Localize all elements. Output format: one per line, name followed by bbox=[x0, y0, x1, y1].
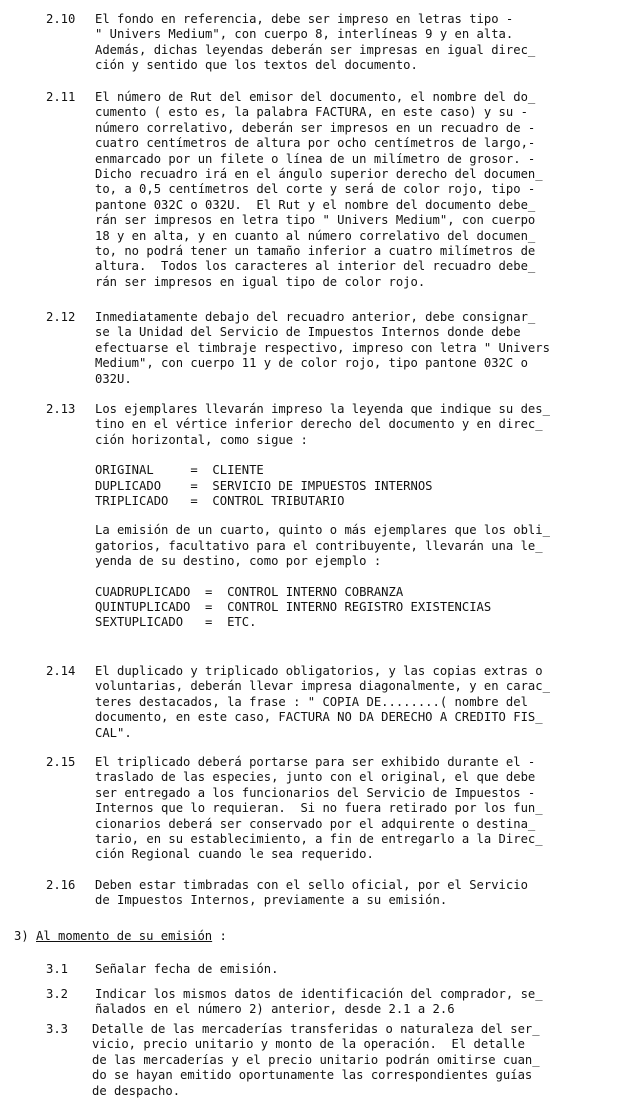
text-line: documento, en este caso, FACTURA NO DA DERECHO A CREDITO FIS_ bbox=[95, 710, 543, 725]
text-line: tino en el vértice inferior derecho del documento y en direc_ bbox=[95, 417, 543, 432]
text-line: ser entregado a los funcionarios del Servicio de Impuestos - bbox=[95, 785, 536, 800]
text-line: cumento ( esto es, la palabra FACTURA, en este caso) y su - bbox=[95, 105, 528, 120]
text-line: ción horizontal, como sigue : bbox=[95, 432, 308, 447]
copy-destination-row: ORIGINAL = CLIENTE bbox=[95, 463, 264, 478]
item-number: 2.15 bbox=[46, 755, 76, 769]
section-3-prefix: 3) bbox=[14, 929, 37, 943]
text-line: Señalar fecha de emisión. bbox=[95, 962, 279, 976]
section-3-title: Al momento de su emisión bbox=[36, 929, 213, 943]
text-line: rán ser impresos en igual tipo de color rojo. bbox=[95, 274, 426, 289]
text-line: de despacho. bbox=[92, 1083, 181, 1098]
text-line: de Impuestos Internos, previamente a su emisión. bbox=[95, 893, 448, 908]
item-number: 2.10 bbox=[46, 12, 76, 26]
copy-destination-row: QUINTUPLICADO = CONTROL INTERNO REGISTRO EXISTENCIAS bbox=[95, 599, 492, 614]
item-number: 2.13 bbox=[46, 402, 76, 416]
text-line: de las mercaderías y el precio unitario podrán omitirse cuan_ bbox=[92, 1052, 540, 1067]
text-line: efectuarse el timbraje respectivo, impreso con letra " Univers bbox=[95, 340, 550, 355]
text-line: ñalados en el número 2) anterior, desde 2.1 a 2.6 bbox=[95, 1002, 455, 1017]
text-line: pantone 032C o 032U. El Rut y el nombre del documento debe_ bbox=[95, 197, 536, 212]
text-line: cionarios deberá ser conservado por el adquirente o destina_ bbox=[95, 816, 536, 831]
text-line: voluntarias, deberán llevar impresa diagonalmente, y en carac_ bbox=[95, 679, 550, 694]
item-number: 2.14 bbox=[46, 664, 76, 678]
text-line: El fondo en referencia, debe ser impreso en letras tipo - bbox=[95, 12, 514, 26]
text-line: número correlativo, deberán ser impresos en un recuadro de - bbox=[95, 120, 536, 135]
text-line: Inmediatamente debajo del recuadro anterior, debe consignar_ bbox=[95, 310, 536, 324]
text-line: Los ejemplares llevarán impreso la leyenda que indique su des_ bbox=[95, 402, 550, 416]
text-line: CAL". bbox=[95, 725, 132, 740]
item-number: 3.2 bbox=[46, 987, 69, 1001]
text-line: ción Regional cuando le sea requerido. bbox=[95, 847, 374, 862]
item-body bbox=[95, 310, 595, 387]
text-line: Detalle de las mercaderías transferidas o naturaleza del ser_ bbox=[92, 1022, 540, 1036]
text-line: gatorios, facultativo para el contribuyente, llevarán una le_ bbox=[95, 538, 543, 553]
text-line: " Univers Medium", con cuerpo 8, interlíneas 9 y en alta. bbox=[95, 27, 514, 42]
text-line: 032U. bbox=[95, 371, 132, 386]
copy-destination-row: TRIPLICADO = CONTROL TRIBUTARIO bbox=[95, 493, 345, 508]
item-body bbox=[95, 962, 595, 977]
section-3-suffix: : bbox=[212, 929, 227, 943]
text-line: se la Unidad del Servicio de Impuestos Internos donde debe bbox=[95, 325, 521, 340]
text-line: La emisión de un cuarto, quinto o más ejemplares que los obli_ bbox=[95, 523, 550, 538]
text-line: vicio, precio unitario y monto de la operación. El detalle bbox=[92, 1037, 525, 1052]
text-line: El triplicado deberá portarse para ser exhibido durante el - bbox=[95, 755, 536, 769]
text-line: Además, dichas leyendas deberán ser impresas en igual direc_ bbox=[95, 42, 536, 57]
text-line: tario, en su establecimiento, a fin de entregarlo a la Direc_ bbox=[95, 831, 543, 846]
text-line: Indicar los mismos datos de identificación del comprador, se_ bbox=[95, 987, 543, 1001]
text-line: 18 y en alta, y en cuanto al número correlativo del documen_ bbox=[95, 228, 536, 243]
item-body bbox=[95, 402, 595, 631]
text-line: cuatro centímetros de altura por ocho centímetros de largo,- bbox=[95, 136, 536, 151]
text-line: rán ser impresos en letra tipo " Univers Medium", con cuerpo bbox=[95, 213, 536, 228]
text-line: Internos que lo requieran. Si no fuera retirado por los fun_ bbox=[95, 801, 543, 816]
item-body bbox=[95, 90, 595, 290]
text-line: Dicho recuadro irá en el ángulo superior derecho del documen_ bbox=[95, 166, 543, 181]
item-number: 2.11 bbox=[46, 90, 76, 104]
item-number: 2.16 bbox=[46, 878, 76, 892]
item-number: 3.3 bbox=[46, 1022, 69, 1036]
item-body bbox=[95, 12, 595, 74]
copy-destination-row: DUPLICADO = SERVICIO DE IMPUESTOS INTERNOS bbox=[95, 478, 433, 493]
text-line: El número de Rut del emisor del documento, el nombre del do_ bbox=[95, 90, 536, 104]
item-number: 2.12 bbox=[46, 310, 76, 324]
text-line: teres destacados, la frase : " COPIA DE........( nombre del bbox=[95, 694, 528, 709]
text-line: yenda de su destino, como por ejemplo : bbox=[95, 554, 382, 569]
text-line: ción y sentido que los textos del documento. bbox=[95, 58, 418, 73]
text-line: Medium", con cuerpo 11 y de color rojo, tipo pantone 032C o bbox=[95, 356, 528, 371]
text-line: El duplicado y triplicado obligatorios, y las copias extras o bbox=[95, 664, 543, 678]
text-line: traslado de las especies, junto con el original, el que debe bbox=[95, 770, 536, 785]
text-line: enmarcado por un filete o línea de un milímetro de grosor. - bbox=[95, 151, 536, 166]
text-line: Deben estar timbradas con el sello oficial, por el Servicio bbox=[95, 878, 528, 892]
item-number: 3.1 bbox=[46, 962, 69, 976]
item-body bbox=[95, 755, 595, 863]
copy-destination-row: CUADRUPLICADO = CONTROL INTERNO COBRANZA bbox=[95, 584, 404, 599]
item-body bbox=[95, 878, 595, 909]
text-line: to, a 0,5 centímetros del corte y será de color rojo, tipo - bbox=[95, 182, 536, 197]
item-body bbox=[92, 1022, 592, 1099]
text-line: to, no podrá tener un tamaño inferior a cuatro milímetros de bbox=[95, 243, 536, 258]
copy-destination-row: SEXTUPLICADO = ETC. bbox=[95, 615, 257, 630]
section-3-heading bbox=[14, 929, 227, 944]
item-body bbox=[95, 664, 595, 741]
text-line: altura. Todos los caracteres al interior del recuadro debe_ bbox=[95, 259, 536, 274]
text-line: do se hayan emitido oportunamente las correspondientes guías bbox=[92, 1068, 533, 1083]
item-body bbox=[95, 987, 595, 1018]
